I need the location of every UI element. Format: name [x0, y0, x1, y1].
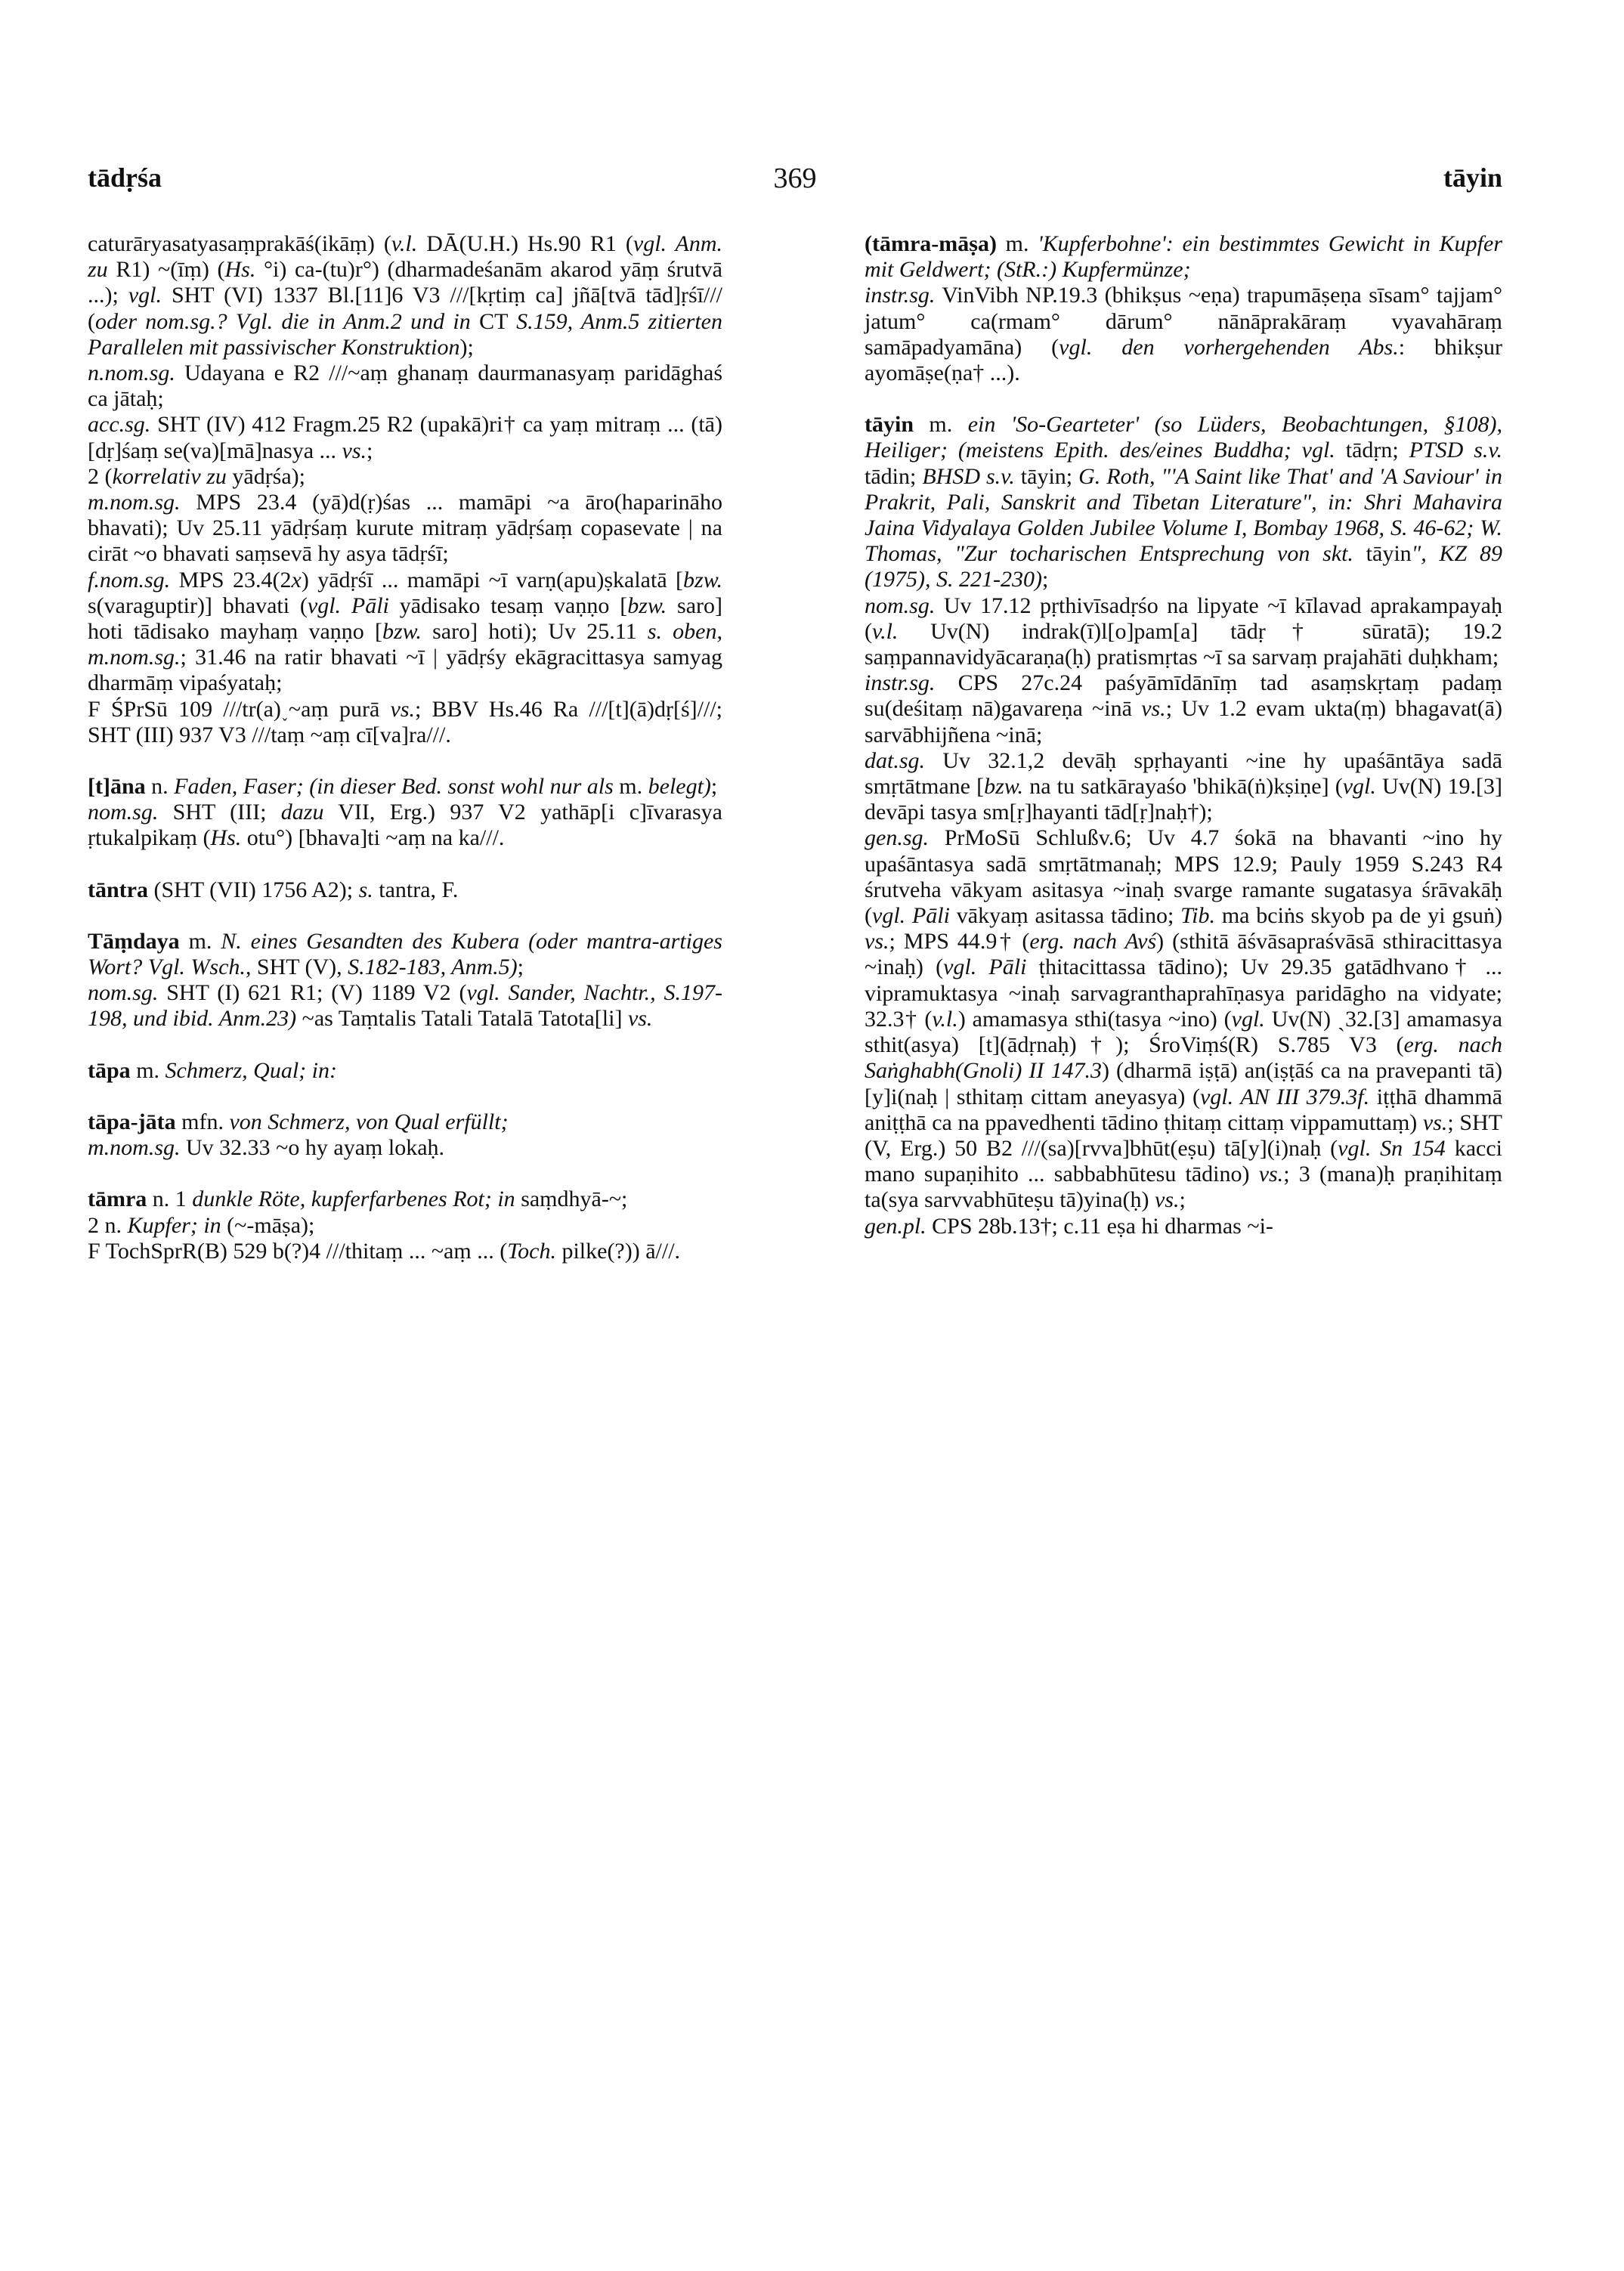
- right-column-paragraph: instr.sg. VinVibh NP.19.3 (bhikṣus ~eṇa) trapumāṣeṇa sīsam° tajjam° jatum° ca(rmam° dārum° nānāprakāraṃ vyavahāraṃ samāpadyamāna) (vgl. den vorhergehenden Abs.: bhikṣur ayomāṣe(ṇa† ...).: [865, 283, 1503, 386]
- left-column-paragraph: F TochSprR(B) 529 b(?)4 ///thitaṃ ... ~aṃ ... (Toch. pilke(?)) ā///.: [88, 1238, 681, 1264]
- right-column-paragraph: gen.sg. PrMoSū Schlußv.6; Uv 4.7 śokā na bhavanti ~ino hy upaśāntasya sadā smṛtātmanaḥ; MPS 12.9; Pauly 1959 S.243 R4 śrutveha vākyam asitasya ~inaḥ svarge ramante sugatasya śrāvakāḥ (vgl. Pāli vākyaṃ asitassa tādino; Tib. ma bciṅs skyob pa de yi gsuṅ) vs.; MPS 44.9† (erg. nach Avś) (sthitā āśvāsapraśvāsā sthiracittasya ~inaḥ) (vgl. Pāli ṭhitacittassa tādino); Uv 29.35 gatādhvano† ... vipramuktasya ~inaḥ sarvagranthaprahīṇasya paridāgho na vidyate; 32.3† (v.l.) amamasya sthi(tasya ~ino) (vgl. Uv(N) ˏ32.[3] amamasya sthit(asya) [t](ādṛnaḥ)†); ŚroViṃś(R) S.785 V3 (erg. nach Saṅghabh(Gnoli) II 147.3) (dharmā iṣṭā) an(iṣṭāś ca na pravepanti tā)[y]i(naḥ | sthitaṃ cittam aneyasya) (vgl. AN III 379.3f. iṭṭhā dhammā aniṭṭhā ca na ppavedhenti tādino ṭhitaṃ cittaṃ vippamuttaṃ) vs.; SHT (V, Erg.) 50 B2 ///(sa)[rvva]bhūt(eṣu) tā[y](i)naḥ (vgl. Sn 154 kacci mano supaṇihito ... sabbabhūtesu tādino) vs.; 3 (mana)ḥ praṇihitaṃ ta(sya sarvvabhūteṣu tā)yina(ḥ) vs.;: [865, 825, 1503, 1213]
- left-column-paragraph: f.nom.sg. MPS 23.4(2x) yādṛśī ... mamāpi ~ī varṇ(apu)ṣkalatā [bzw. s(varaguptir)] bhavati (vgl. Pāli yādisako tesaṃ vaṇṇo [bzw. saro] hoti tādisako mayhaṃ vaṇṇo [bzw. saro] hoti); Uv 25.11 s. oben, m.nom.sg.; 31.46 na ratir bhavati ~ī | yādṛśy ekāgracittasya samyag dharmāṃ vipaśyataḥ;: [88, 567, 722, 696]
- left-column-paragraph: tāpa-jāta mfn. von Schmerz, von Qual erfüllt;: [88, 1109, 509, 1134]
- right-column-paragraph: (tāmra-māṣa) m. 'Kupferbohne': ein bestimmtes Gewicht in Kupfer mit Geldwert; (StR.:) Kupfermünze;: [865, 231, 1502, 283]
- page-header: [88, 162, 1502, 207]
- left-column: [88, 231, 722, 1264]
- page-number: 369: [773, 162, 817, 194]
- left-column-paragraph: m.nom.sg. MPS 23.4 (yā)d(ṛ)śas ... mamāpi ~a āro(haparināho bhavati); Uv 25.11 yādṛśaṃ kurute mitraṃ yādṛśaṃ copasevate | na cirāt ~o bhavati saṃsevā hy asya tādṛśī;: [88, 490, 722, 567]
- left-column-paragraph: F ŚPrSū 109 ///tr(a)˯~aṃ purā vs.; BBV Hs.46 Ra ///[t](ā)dṛ[ś]///; SHT (III) 937 V3 ///taṃ ~aṃ cī[va]ra///.: [88, 696, 723, 747]
- left-column-paragraph: acc.sg. SHT (IV) 412 Fragm.25 R2 (upakā)ri† ca yaṃ mitraṃ ... (tā)[dṛ]śaṃ se(va)[mā]nasya ... vs.;: [88, 412, 722, 463]
- right-column-paragraph: nom.sg. Uv 17.12 pṛthivīsadṛśo na lipyate ~ī kīlavad aprakampayaḥ (v.l. Uv(N) indrak(ī)l[o]pam[a] tādṛ† sūratā); 19.2 saṃpannavidyācaraṇa(ḥ) pratismṛtas ~ī sa sarvaṃ prajahāti duḥkham;: [865, 593, 1502, 670]
- right-column-paragraph: tāyin m. ein 'So-Gearteter' (so Lüders, Beobachtungen, §108), Heiliger; (meistens Epith. des/eines Buddha; vgl. tādṛn; PTSD s.v. tādin; BHSD s.v. tāyin; G. Roth, "'A Saint like That' and 'A Saviour' in Prakrit, Pali, Sanskrit and Tibetan Literature", in: Shri Mahavira Jaina Vidyalaya Golden Jubilee Volume I, Bombay 1968, S. 46-62; W. Thomas, "Zur tocharischen Entsprechung von skt. tāyin", KZ 89 (1975), S. 221-230);: [865, 412, 1503, 593]
- left-column-paragraph: n.nom.sg. Udayana e R2 ///~aṃ ghanaṃ daurmanasyaṃ paridāghaś ca jātaḥ;: [88, 360, 722, 412]
- right-column: [865, 231, 1502, 1239]
- right-column-paragraph: instr.sg. CPS 27c.24 paśyāmīdānīṃ tad asaṃskṛtaṃ padaṃ su(deśitaṃ nā)gavareṇa ~inā vs.; Uv 1.2 evam ukta(ṃ) bhagavat(ā) sarvābhijñena ~inā;: [865, 670, 1502, 747]
- left-column-paragraph: nom.sg. SHT (III; dazu VII, Erg.) 937 V2 yathāp[i c]īvarasya ṛtukalpikaṃ (Hs. otu°) [bhava]ti ~aṃ na ka///.: [88, 800, 722, 851]
- left-column-paragraph: 2 (korrelativ zu yādṛśa);: [88, 463, 305, 489]
- running-head-right: tāyin: [1443, 162, 1502, 193]
- left-column-paragraph: m.nom.sg. Uv 32.33 ~o hy ayaṃ lokaḥ.: [88, 1135, 445, 1161]
- left-column-paragraph: tāmra n. 1 dunkle Röte, kupferfarbenes Rot; in saṃdhyā-~;: [88, 1187, 628, 1212]
- left-column-paragraph: tāpa m. Schmerz, Qual; in:: [88, 1057, 337, 1083]
- left-column-paragraph: 2 n. Kupfer; in (~-māṣa);: [88, 1212, 315, 1238]
- right-column-paragraph: dat.sg. Uv 32.1,2 devāḥ spṛhayanti ~ine hy upaśāntāya sadā smṛtātmane [bzw. na tu satkārayaśo 'bhikā(ṅ)kṣiṇe] (vgl. Uv(N) 19.[3] devāpi tasya sm[ṛ]hayanti tād[ṛ]naḥ†);: [865, 747, 1502, 825]
- left-column-paragraph: caturāryasatyasaṃprakāś(ikāṃ) (v.l. DĀ(U.H.) Hs.90 R1 (vgl. Anm. zu R1) ~(īṃ) (Hs. °i) ca-(tu)r°) (dharmadeśanām akarod yāṃ śrutvā ...); vgl. SHT (VI) 1337 Bl.[11]6 V3 ///[kṛtiṃ ca] jñā[tvā tād]ṛśī/// (oder nom.sg.? Vgl. die in Anm.2 und in CT S.159, Anm.5 zitierten Parallelen mit passivischer Konstruktion);: [88, 231, 723, 360]
- left-column-paragraph: Tāṃdaya m. N. eines Gesandten des Kubera (oder mantra-artiges Wort? Vgl. Wsch., SHT (V), S.182-183, Anm.5);: [88, 928, 722, 980]
- left-column-paragraph: nom.sg. SHT (I) 621 R1; (V) 1189 V2 (vgl. Sander, Nachtr., S.197-198, und ibid. Anm.23) ~as Taṃtalis Tatali Tatalā Tatota[li] vs.: [88, 980, 723, 1032]
- running-head-left: tādṛśa: [88, 162, 162, 193]
- left-column-paragraph: tāntra (SHT (VII) 1756 A2); s. tantra, F.: [88, 877, 459, 902]
- right-column-paragraph: gen.pl. CPS 28b.13†; c.11 eṣa hi dharmas ~i-: [865, 1213, 1273, 1239]
- left-column-paragraph: [t]āna n. Faden, Faser; (in dieser Bed. sonst wohl nur als m. belegt);: [88, 774, 718, 800]
